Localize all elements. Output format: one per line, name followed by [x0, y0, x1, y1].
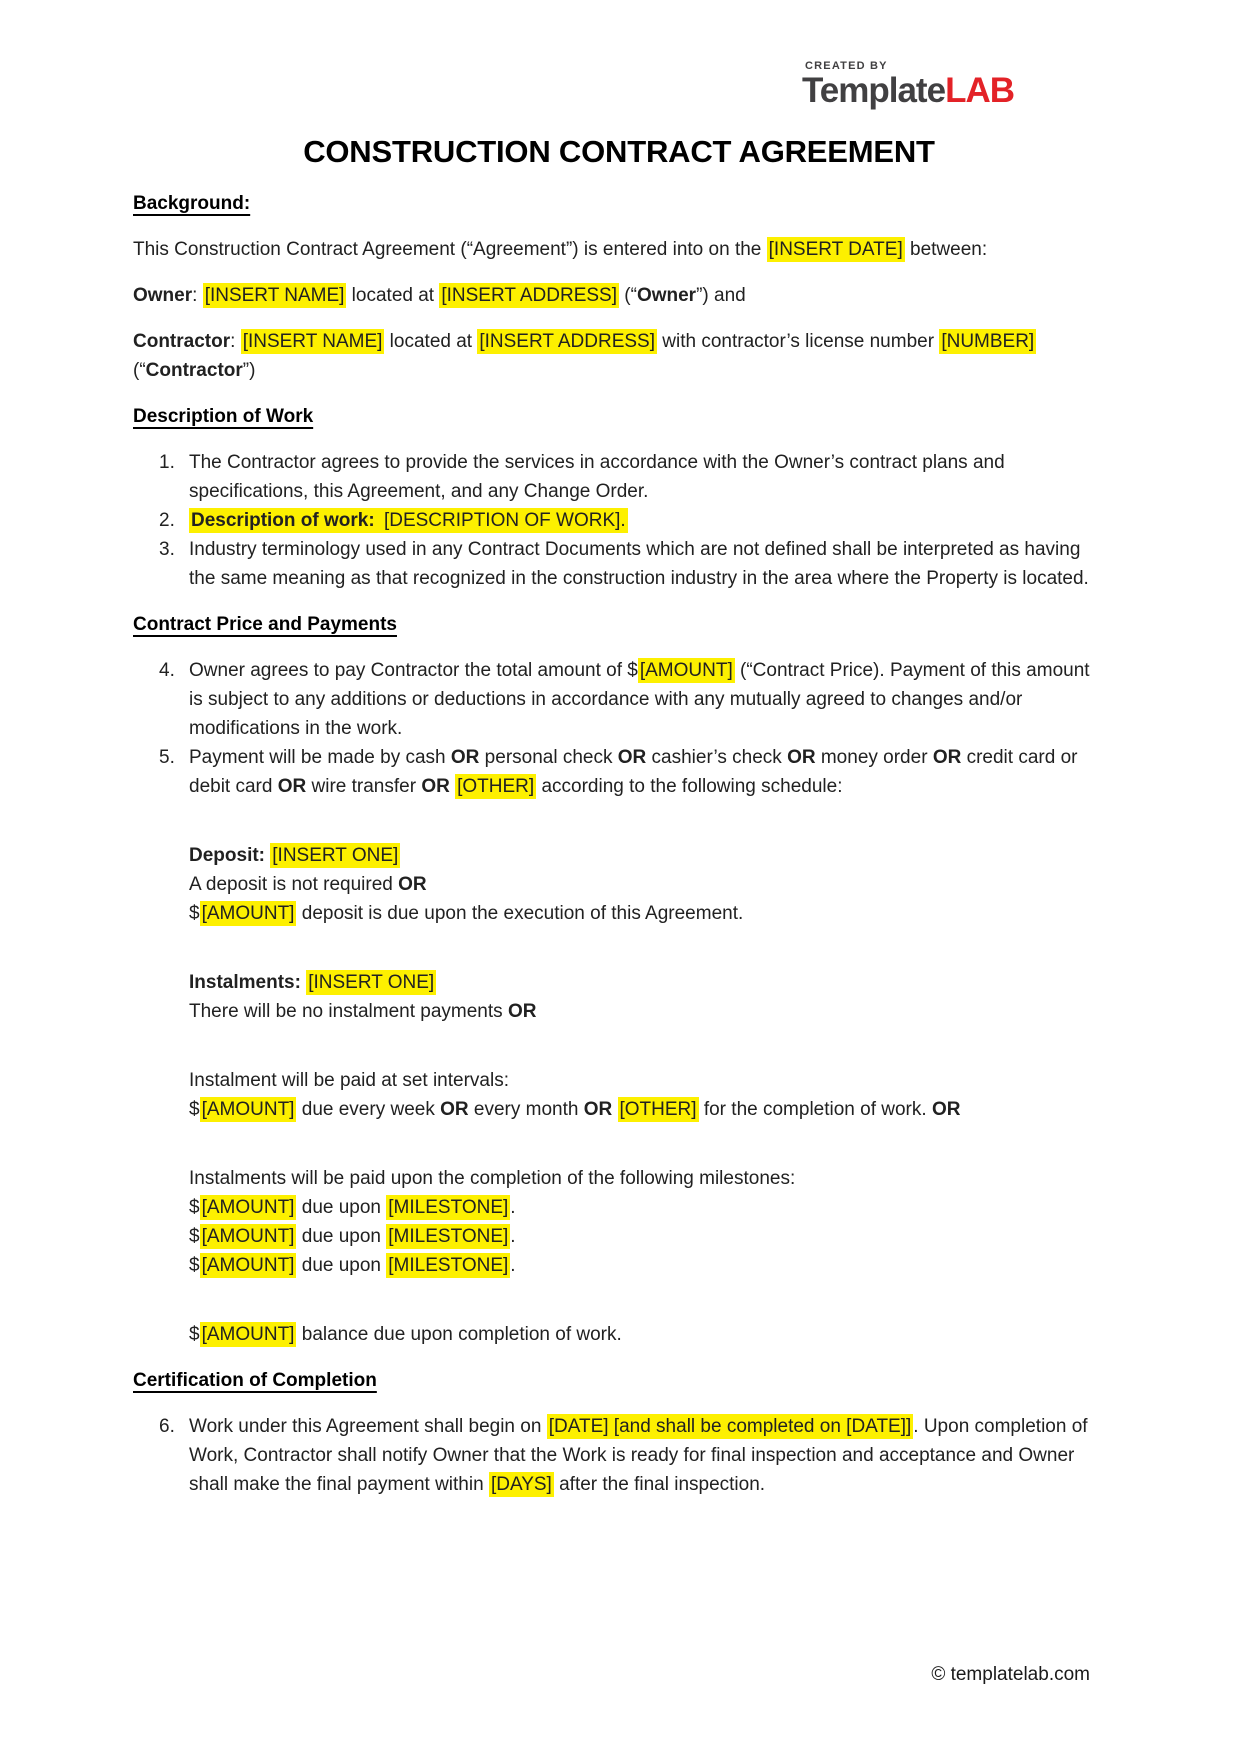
created-by-label: CREATED BY: [805, 60, 888, 72]
placeholder-highlight: [INSERT NAME]: [242, 331, 383, 352]
text-run: A deposit is not required: [189, 874, 399, 895]
placeholder-highlight: [AMOUNT]: [201, 1226, 295, 1247]
text-run: $: [189, 1324, 200, 1345]
text-run: Industry terminology used in any Contract Documents which are not defined shall be interpreted as having the same meaning as that recognized in the construction industry in the area where the Property is located.: [189, 539, 1089, 589]
text-run: OR: [440, 1099, 469, 1120]
placeholder-highlight: [INSERT ONE]: [308, 972, 435, 993]
text-run: .: [510, 1197, 516, 1218]
list-item-number: 6.: [159, 1416, 175, 1437]
text-run: $: [189, 1255, 200, 1276]
placeholder-highlight: [MILESTONE]: [388, 1255, 509, 1276]
text-run: between:: [904, 239, 988, 260]
placeholder-highlight: [AMOUNT]: [201, 1197, 295, 1218]
indented-paragraph: [189, 968, 1105, 997]
list-item: [133, 448, 1105, 506]
text-run: credit card or debit card: [189, 747, 1078, 797]
list-item: [133, 535, 1105, 593]
text-run: The Contractor agrees to provide the services in accordance with the Owner’s contract plans and specifications, this Agreement, and any Change Order.: [189, 452, 1005, 502]
brand-name: [802, 73, 1014, 109]
text-run: (“Contract Price). Payment of this amount is subject to any additions or deductions in accordance with any mutually agreed to changes and/or modifications in the work.: [189, 660, 1090, 739]
text-run: OR: [421, 776, 450, 797]
text-run: Payment will be made by cash: [189, 747, 451, 768]
placeholder-highlight: [MILESTONE]: [388, 1197, 509, 1218]
text-run: .: [510, 1226, 516, 1247]
text-run: OR: [617, 747, 647, 768]
list-item-number: 4.: [159, 660, 175, 681]
text-run: located at: [384, 331, 478, 352]
text-run: This Construction Contract Agreement (“Agreement”) is entered into on the: [133, 239, 767, 260]
placeholder-highlight: [MILESTONE]: [388, 1226, 509, 1247]
indented-paragraph: [189, 997, 1105, 1026]
placeholder-highlight: [AMOUNT]: [201, 903, 295, 924]
text-run: personal check: [479, 747, 618, 768]
placeholder-highlight: [NUMBER]: [941, 331, 1035, 352]
placeholder-highlight: [INSERT NAME]: [204, 285, 345, 306]
text-run: Instalment will be paid at set intervals:: [189, 1070, 509, 1091]
indented-paragraph: [189, 1066, 1105, 1095]
text-run: $: [189, 903, 200, 924]
text-run: :: [230, 331, 241, 352]
text-run: money order: [815, 747, 933, 768]
text-run: due every week: [296, 1099, 441, 1120]
text-run: due upon: [296, 1197, 387, 1218]
text-run: cashier’s check: [646, 747, 788, 768]
text-run: Owner: [636, 285, 697, 306]
page-title: CONSTRUCTION CONTRACT AGREEMENT: [303, 134, 935, 169]
list-item: [133, 1412, 1105, 1499]
text-run: [612, 1099, 617, 1120]
text-run: (“: [133, 360, 146, 381]
text-run: OR: [932, 747, 962, 768]
section-heading: [133, 402, 1105, 431]
text-run: ”): [242, 360, 256, 381]
text-run: with contractor’s license number: [657, 331, 940, 352]
text-run: Contract Price and Payments: [133, 614, 397, 635]
placeholder-highlight: [INSERT ONE]: [272, 845, 399, 866]
indented-paragraph: [189, 841, 1105, 870]
text-run: after the final inspection.: [553, 1474, 766, 1495]
text-run: OR: [277, 776, 307, 797]
indented-paragraph: [189, 1320, 1105, 1349]
placeholder-highlight: Description of work:: [191, 510, 375, 531]
text-run: deposit is due upon the execution of this Agreement.: [296, 903, 744, 924]
text-run: Contractor: [133, 331, 231, 352]
text-run: :: [192, 285, 203, 306]
text-run: Instalments:: [189, 972, 301, 993]
paragraph: [133, 281, 1105, 310]
indented-paragraph: [189, 870, 1105, 899]
list-item-number: 5.: [159, 747, 175, 768]
text-run: (“: [619, 285, 637, 306]
text-run: OR: [398, 874, 427, 895]
list-item: [133, 506, 1105, 535]
placeholder-highlight: [INSERT DATE]: [768, 239, 903, 260]
placeholder-highlight: [DAYS]: [490, 1474, 552, 1495]
list-item: [133, 656, 1105, 743]
text-run: $: [189, 1099, 200, 1120]
text-run: according to the following schedule:: [536, 776, 843, 797]
text-run: OR: [931, 1099, 961, 1120]
text-run: Deposit:: [189, 845, 265, 866]
indented-paragraph: [189, 1222, 1105, 1251]
text-run: OR: [787, 747, 816, 768]
indented-paragraph: [189, 1251, 1105, 1280]
indented-paragraph: [189, 899, 1105, 928]
brand-name-primary: Template: [802, 71, 946, 110]
list-item-number: 2.: [159, 510, 175, 531]
text-run: Work under this Agreement shall begin on: [189, 1416, 547, 1437]
placeholder-highlight: [OTHER]: [457, 776, 535, 797]
section-heading: [133, 189, 1105, 218]
list-item-number: 3.: [159, 539, 175, 560]
text-run: due upon: [296, 1226, 387, 1247]
text-run: Contractor: [145, 360, 243, 381]
text-run: There will be no instalment payments: [189, 1001, 508, 1022]
text-run: Certification of Completion: [133, 1370, 377, 1391]
placeholder-highlight: [DATE] [and shall be completed on [DATE]]: [548, 1416, 912, 1437]
brand-logo: [802, 60, 1014, 109]
text-run: located at: [346, 285, 440, 306]
text-run: OR: [583, 1099, 613, 1120]
placeholder-highlight: [AMOUNT]: [201, 1099, 295, 1120]
section-heading: [133, 1366, 1105, 1395]
text-run: Owner agrees to pay Contractor the total amount of $: [189, 660, 638, 681]
text-run: $: [189, 1226, 200, 1247]
text-run: ”) and: [696, 285, 746, 306]
text-run: balance due upon completion of work.: [296, 1324, 622, 1345]
text-run: .: [510, 1255, 516, 1276]
text-run: Instalments will be paid upon the completion of the following milestones:: [189, 1168, 796, 1189]
paragraph: [133, 235, 1105, 264]
placeholder-highlight: [AMOUNT]: [201, 1255, 295, 1276]
text-run: Background:: [133, 193, 251, 214]
list-item: [133, 743, 1105, 801]
placeholder-highlight: [OTHER]: [619, 1099, 697, 1120]
text-run: every month: [468, 1099, 584, 1120]
text-run: OR: [507, 1001, 537, 1022]
placeholder-highlight: [INSERT ADDRESS]: [479, 331, 655, 352]
text-run: OR: [450, 747, 480, 768]
placeholder-highlight: [AMOUNT]: [201, 1324, 295, 1345]
text-run: $: [189, 1197, 200, 1218]
indented-paragraph: [189, 1193, 1105, 1222]
placeholder-highlight: [AMOUNT]: [639, 660, 733, 681]
document-content: [133, 189, 1105, 1499]
section-heading: [133, 610, 1105, 639]
list-item-number: 1.: [159, 452, 175, 473]
text-run: due upon: [296, 1255, 387, 1276]
paragraph: [133, 327, 1105, 385]
text-run: Owner: [133, 285, 193, 306]
indented-paragraph: [189, 1095, 1105, 1124]
text-run: . Upon completion of Work, Contractor shall notify Owner that the Work is ready for final inspection and acceptance and Owner shall make the final payment within: [189, 1416, 1088, 1495]
indented-paragraph: [189, 1164, 1105, 1193]
placeholder-highlight: [INSERT ADDRESS]: [441, 285, 617, 306]
placeholder-highlight: [DESCRIPTION OF WORK].: [378, 510, 626, 531]
text-run: for the completion of work.: [698, 1099, 932, 1120]
footer-copyright: © templatelab.com: [931, 1664, 1090, 1685]
text-run: Description of Work: [133, 406, 314, 427]
brand-name-accent: LAB: [945, 71, 1014, 110]
text-run: wire transfer: [306, 776, 422, 797]
